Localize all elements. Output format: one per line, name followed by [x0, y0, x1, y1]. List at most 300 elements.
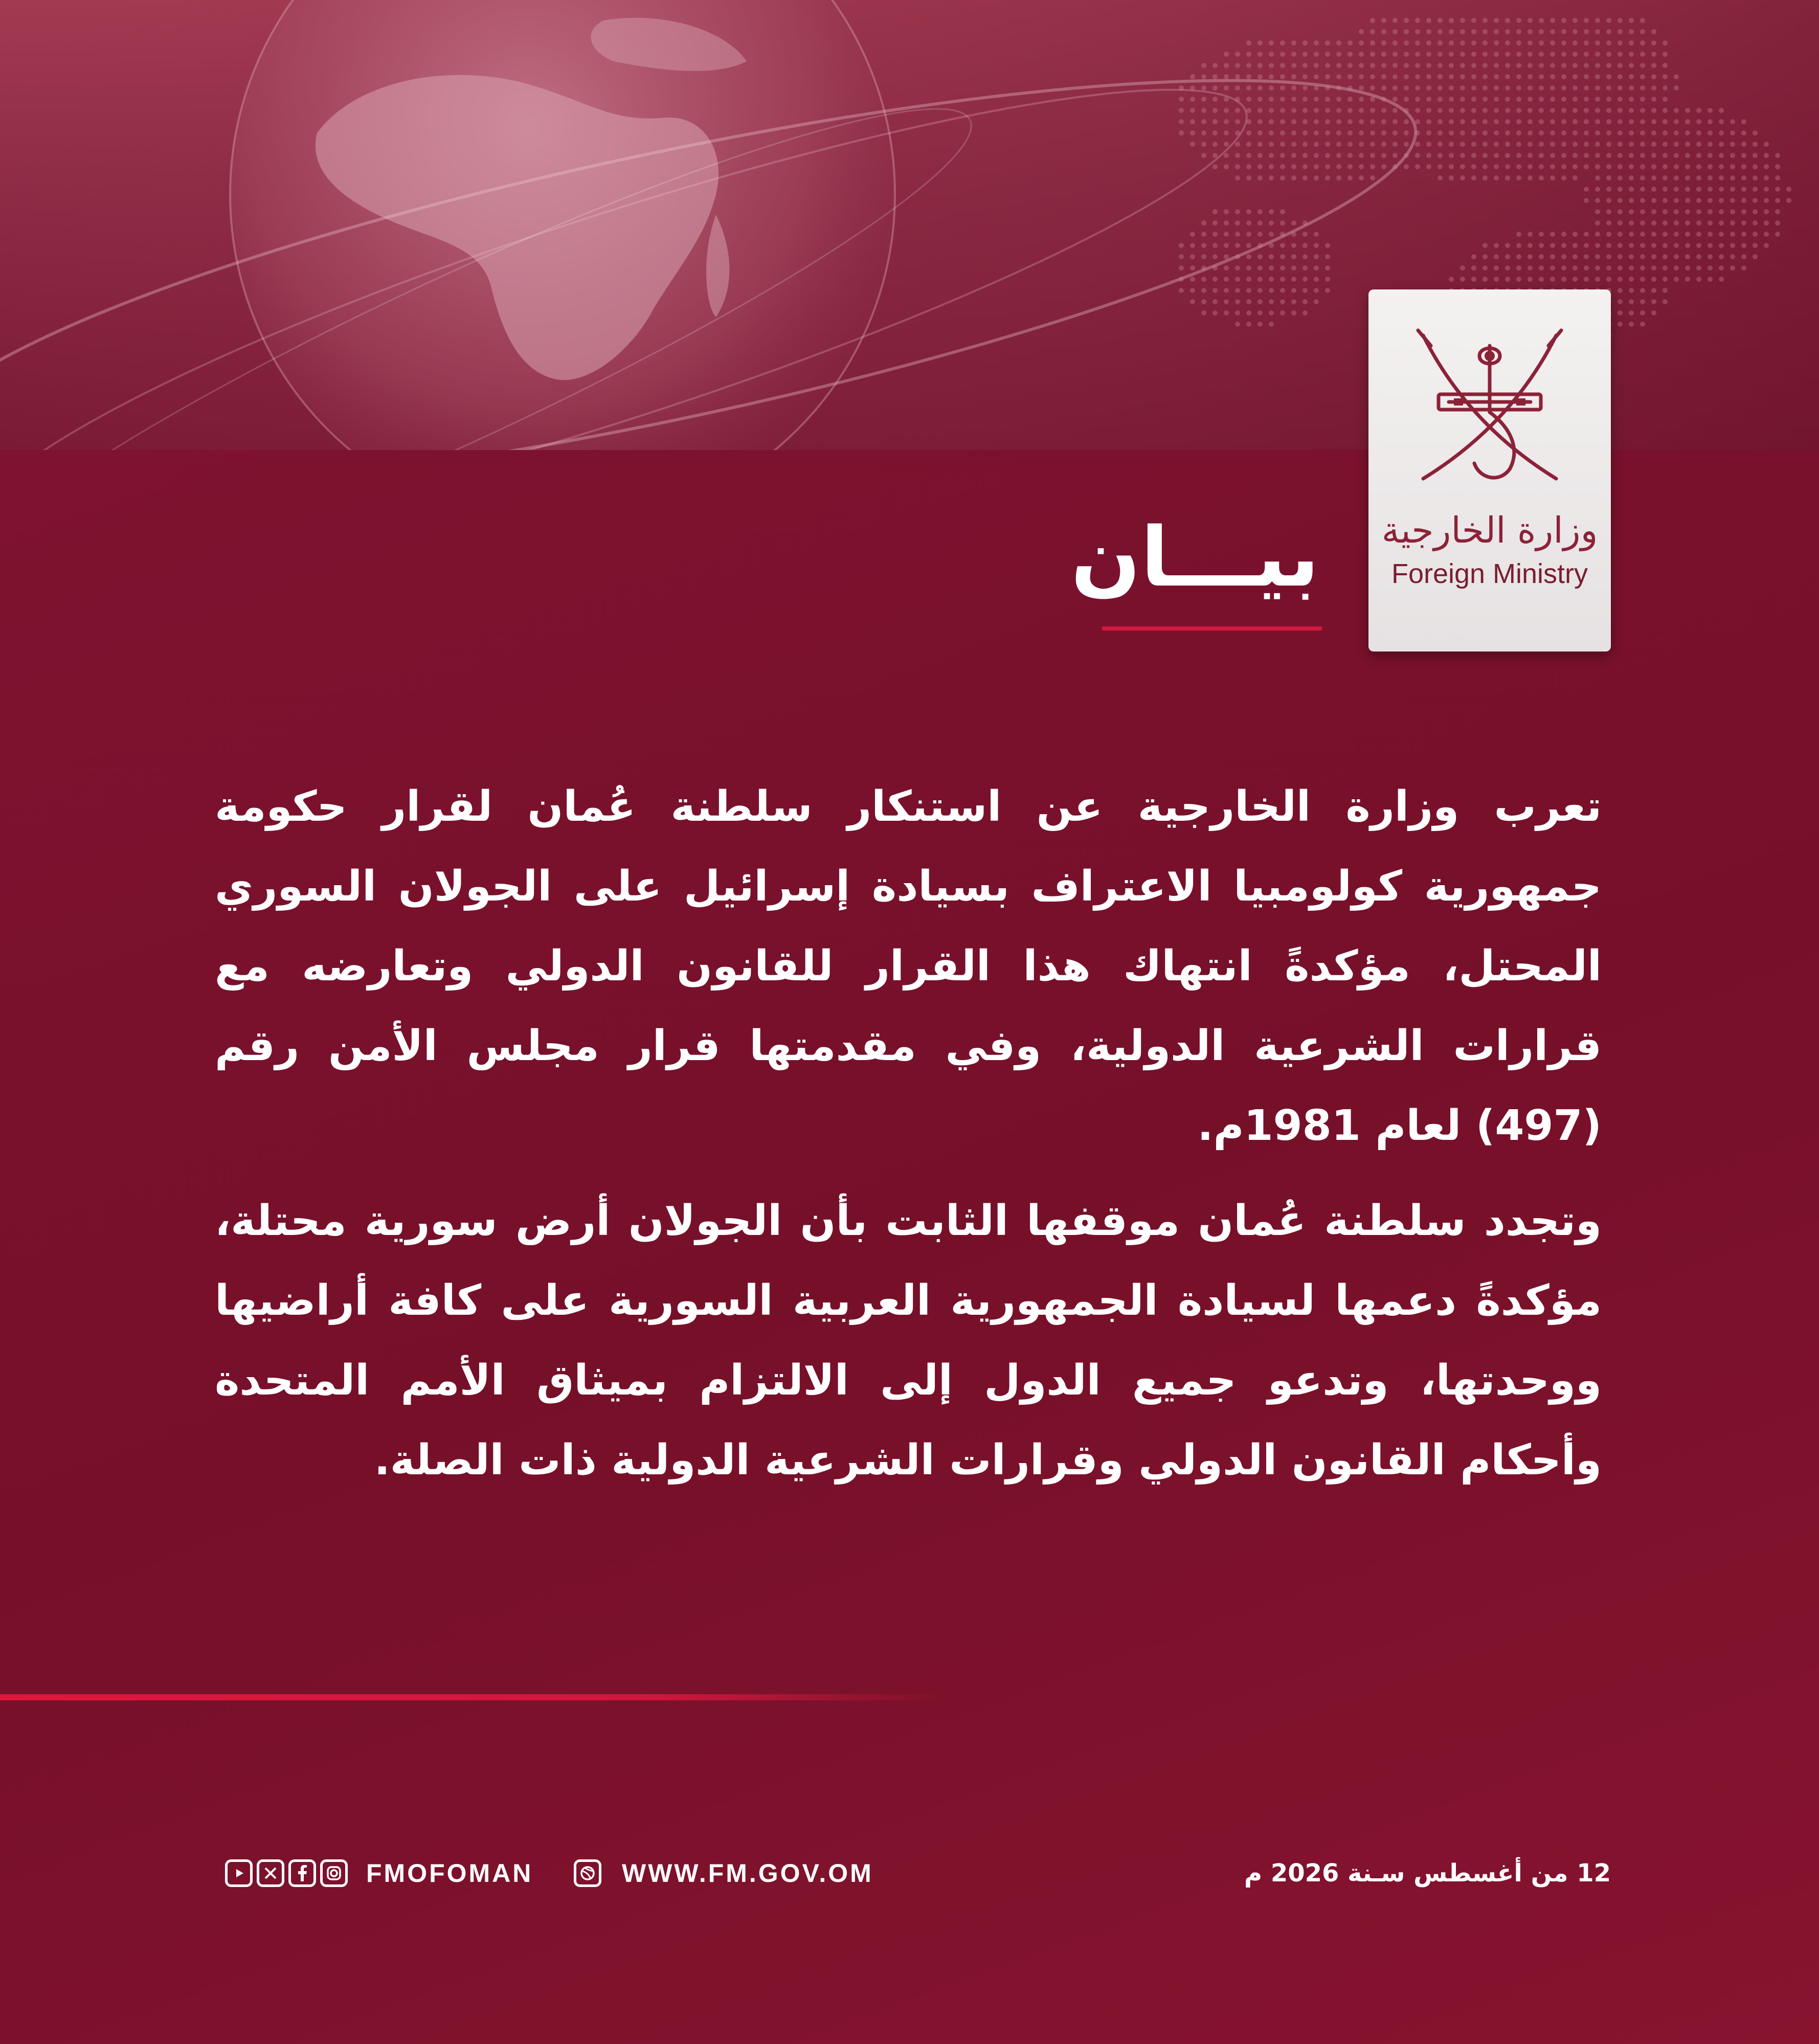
map-dot	[1449, 52, 1454, 57]
map-dot	[1741, 232, 1746, 237]
map-dot	[1505, 130, 1510, 136]
map-dot	[1291, 74, 1296, 79]
map-dot	[1190, 74, 1195, 79]
map-dot	[1246, 74, 1251, 79]
map-dot	[1291, 63, 1296, 68]
map-dot	[1640, 153, 1645, 158]
map-dot	[1269, 322, 1274, 327]
map-dot	[1618, 130, 1623, 136]
map-dot	[1314, 74, 1319, 79]
map-dot	[1269, 310, 1274, 316]
map-dot	[1460, 130, 1465, 136]
map-dot	[1393, 40, 1398, 46]
map-dot	[1201, 63, 1206, 68]
map-dot	[1640, 299, 1645, 304]
map-dot	[1325, 108, 1330, 113]
map-dot	[1426, 74, 1431, 79]
map-dot	[1516, 130, 1521, 136]
map-dot	[1314, 142, 1319, 147]
map-dot	[1741, 153, 1746, 158]
map-dot	[1584, 18, 1589, 23]
map-dot	[1393, 130, 1398, 136]
map-dot	[1291, 288, 1296, 293]
map-dot	[1618, 40, 1623, 46]
map-dot	[1584, 243, 1589, 248]
map-dot	[1415, 153, 1420, 158]
map-dot	[1381, 142, 1386, 147]
map-dot	[1449, 85, 1454, 91]
map-dot	[1573, 130, 1578, 136]
map-dot	[1460, 153, 1465, 158]
map-dot	[1730, 175, 1735, 181]
map-dot	[1528, 142, 1533, 147]
map-dot	[1280, 52, 1285, 57]
map-dot	[1212, 130, 1218, 136]
map-dot	[1651, 40, 1656, 46]
map-dot	[1269, 142, 1274, 147]
map-dot	[1212, 310, 1218, 316]
map-dot	[1291, 85, 1296, 91]
map-dot	[1674, 243, 1679, 248]
map-dot	[1573, 243, 1578, 248]
map-dot	[1325, 97, 1330, 102]
map-dot	[1753, 153, 1758, 158]
map-dot	[1246, 142, 1251, 147]
map-dot	[1483, 142, 1488, 147]
map-dot	[1651, 85, 1656, 91]
map-dot	[1550, 108, 1555, 113]
map-dot	[1584, 40, 1589, 46]
map-dot	[1696, 232, 1701, 237]
map-dot	[1663, 130, 1668, 136]
map-dot	[1629, 299, 1634, 304]
map-dot	[1640, 198, 1645, 203]
map-dot	[1438, 63, 1443, 68]
map-dot	[1348, 74, 1353, 79]
map-dot	[1516, 175, 1521, 181]
website-url[interactable]: WWW.FM.GOV.OM	[622, 1859, 873, 1888]
map-dot	[1325, 265, 1330, 271]
map-dot	[1516, 85, 1521, 91]
map-dot	[1460, 175, 1465, 181]
map-dot	[1438, 52, 1443, 57]
map-dot	[1730, 187, 1735, 192]
map-dot	[1426, 97, 1431, 102]
map-dot	[1224, 288, 1229, 293]
map-dot	[1708, 277, 1713, 282]
map-dot	[1483, 63, 1488, 68]
map-dot	[1730, 265, 1735, 271]
map-dot	[1550, 142, 1555, 147]
map-dot	[1336, 40, 1341, 46]
map-dot	[1753, 198, 1758, 203]
youtube-icon[interactable]	[225, 1859, 253, 1887]
map-dot	[1573, 63, 1578, 68]
map-dot	[1257, 288, 1263, 293]
map-dot	[1381, 40, 1386, 46]
map-dot	[1618, 97, 1623, 102]
map-dot	[1674, 119, 1679, 124]
map-dot	[1483, 52, 1488, 57]
map-dot	[1257, 74, 1263, 79]
map-dot	[1404, 130, 1409, 136]
map-dot	[1449, 29, 1454, 34]
map-dot	[1280, 232, 1285, 237]
map-dot	[1764, 232, 1769, 237]
map-dot	[1201, 265, 1206, 271]
map-dot	[1685, 243, 1690, 248]
map-dot	[1257, 243, 1263, 248]
map-dot	[1370, 164, 1375, 169]
map-dot	[1291, 310, 1296, 316]
map-dot	[1618, 322, 1623, 327]
map-dot	[1280, 142, 1285, 147]
map-dot	[1719, 254, 1724, 259]
map-dot	[1201, 243, 1206, 248]
map-dot	[1471, 40, 1476, 46]
map-dot	[1651, 288, 1656, 293]
map-dot	[1674, 220, 1679, 226]
map-dot	[1775, 153, 1780, 158]
map-dot	[1640, 40, 1645, 46]
map-dot	[1494, 74, 1499, 79]
map-dot	[1640, 288, 1645, 293]
map-dot	[1235, 142, 1240, 147]
map-dot	[1291, 130, 1296, 136]
map-dot	[1516, 232, 1521, 237]
map-dot	[1516, 97, 1521, 102]
map-dot	[1325, 164, 1330, 169]
map-dot	[1663, 209, 1668, 214]
map-dot	[1764, 209, 1769, 214]
map-dot	[1438, 74, 1443, 79]
map-dot	[1629, 310, 1634, 316]
map-dot	[1764, 142, 1769, 147]
ministry-name-english: Foreign Ministry	[1391, 558, 1588, 589]
map-dot	[1449, 175, 1454, 181]
map-dot	[1550, 277, 1555, 282]
map-dot	[1393, 85, 1398, 91]
map-dot	[1685, 254, 1690, 259]
map-dot	[1269, 299, 1274, 304]
map-dot	[1280, 310, 1285, 316]
statement-date: 12 من أغسطس سـنة 2026 م	[1244, 1859, 1611, 1888]
map-dot	[1753, 175, 1758, 181]
map-dot	[1280, 209, 1285, 214]
map-dot	[1618, 74, 1623, 79]
map-dot	[1303, 85, 1308, 91]
map-dot	[1190, 277, 1195, 282]
map-dot	[1370, 85, 1375, 91]
map-dot	[1516, 18, 1521, 23]
map-dot	[1741, 220, 1746, 226]
map-dot	[1674, 108, 1679, 113]
map-dot	[1314, 52, 1319, 57]
map-dot	[1179, 288, 1184, 293]
map-dot	[1483, 119, 1488, 124]
map-dot	[1280, 153, 1285, 158]
map-dot	[1494, 277, 1499, 282]
map-dot	[1764, 175, 1769, 181]
map-dot	[1426, 52, 1431, 57]
map-dot	[1246, 220, 1251, 226]
map-dot	[1753, 209, 1758, 214]
map-dot	[1528, 265, 1533, 271]
map-dot	[1663, 52, 1668, 57]
map-dot	[1629, 254, 1634, 259]
map-dot	[1505, 119, 1510, 124]
map-dot	[1179, 265, 1184, 271]
map-dot	[1764, 243, 1769, 248]
map-dot	[1370, 153, 1375, 158]
map-dot	[1224, 153, 1229, 158]
map-dot	[1257, 209, 1263, 214]
map-dot	[1291, 254, 1296, 259]
map-dot	[1303, 119, 1308, 124]
map-dot	[1471, 74, 1476, 79]
map-dot	[1381, 74, 1386, 79]
map-dot	[1257, 220, 1263, 226]
map-dot	[1528, 254, 1533, 259]
map-dot	[1606, 85, 1611, 91]
map-dot	[1381, 153, 1386, 158]
map-dot	[1539, 97, 1544, 102]
map-dot	[1584, 74, 1589, 79]
map-dot	[1303, 175, 1308, 181]
map-dot	[1269, 130, 1274, 136]
map-dot	[1325, 119, 1330, 124]
map-dot	[1212, 119, 1218, 124]
map-dot	[1550, 243, 1555, 248]
map-dot	[1595, 63, 1600, 68]
map-dot	[1629, 97, 1634, 102]
map-dot	[1190, 232, 1195, 237]
map-dot	[1618, 153, 1623, 158]
x-icon[interactable]	[257, 1859, 284, 1887]
map-dot	[1595, 209, 1600, 214]
map-dot	[1494, 40, 1499, 46]
map-dot	[1303, 74, 1308, 79]
map-dot	[1179, 97, 1184, 102]
map-dot	[1483, 265, 1488, 271]
map-dot	[1348, 142, 1353, 147]
map-dot	[1483, 97, 1488, 102]
map-dot	[1235, 108, 1240, 113]
map-dot	[1528, 74, 1533, 79]
map-dot	[1674, 142, 1679, 147]
map-dot	[1460, 119, 1465, 124]
map-dot	[1303, 40, 1308, 46]
map-dot	[1494, 108, 1499, 113]
map-dot	[1606, 108, 1611, 113]
map-dot	[1415, 97, 1420, 102]
map-dot	[1708, 243, 1713, 248]
map-dot	[1516, 164, 1521, 169]
map-dot	[1696, 119, 1701, 124]
instagram-icon[interactable]	[320, 1859, 348, 1887]
map-dot	[1573, 277, 1578, 282]
map-dot	[1685, 232, 1690, 237]
map-dot	[1539, 175, 1544, 181]
map-dot	[1393, 18, 1398, 23]
map-dot	[1179, 254, 1184, 259]
map-dot	[1685, 153, 1690, 158]
map-dot	[1685, 265, 1690, 271]
map-dot	[1606, 18, 1611, 23]
map-dot	[1471, 164, 1476, 169]
map-dot	[1257, 232, 1263, 237]
map-dot	[1235, 74, 1240, 79]
map-dot	[1494, 97, 1499, 102]
map-dot	[1201, 232, 1206, 237]
map-dot	[1573, 265, 1578, 271]
map-dot	[1483, 130, 1488, 136]
map-dot	[1449, 63, 1454, 68]
map-dot	[1381, 52, 1386, 57]
map-dot	[1629, 85, 1634, 91]
map-dot	[1561, 74, 1566, 79]
map-dot	[1573, 142, 1578, 147]
map-dot	[1629, 108, 1634, 113]
map-dot	[1708, 265, 1713, 271]
map-dot	[1674, 277, 1679, 282]
map-dot	[1696, 254, 1701, 259]
map-dot	[1640, 164, 1645, 169]
map-dot	[1246, 119, 1251, 124]
map-dot	[1505, 142, 1510, 147]
map-dot	[1212, 164, 1218, 169]
map-dot	[1741, 265, 1746, 271]
map-dot	[1359, 29, 1364, 34]
map-dot	[1764, 187, 1769, 192]
map-dot	[1404, 153, 1409, 158]
map-dot	[1314, 119, 1319, 124]
map-dot	[1483, 254, 1488, 259]
map-dot	[1201, 142, 1206, 147]
map-dot	[1280, 299, 1285, 304]
map-dot	[1539, 29, 1544, 34]
map-dot	[1528, 164, 1533, 169]
map-dot	[1561, 153, 1566, 158]
map-dot	[1303, 265, 1308, 271]
map-dot	[1246, 243, 1251, 248]
map-dot	[1415, 130, 1420, 136]
map-dot	[1505, 29, 1510, 34]
map-dot	[1303, 288, 1308, 293]
map-dot	[1280, 74, 1285, 79]
map-dot	[1550, 232, 1555, 237]
map-dot	[1235, 63, 1240, 68]
map-dot	[1179, 277, 1184, 282]
map-dot	[1336, 142, 1341, 147]
map-dot	[1269, 119, 1274, 124]
map-dot	[1719, 175, 1724, 181]
map-dot	[1685, 175, 1690, 181]
map-dot	[1314, 175, 1319, 181]
map-dot	[1201, 220, 1206, 226]
map-dot	[1201, 310, 1206, 316]
map-dot	[1640, 29, 1645, 34]
map-dot	[1606, 209, 1611, 214]
map-dot	[1471, 52, 1476, 57]
map-dot	[1325, 288, 1330, 293]
facebook-icon[interactable]	[288, 1859, 316, 1887]
map-dot	[1314, 40, 1319, 46]
map-dot	[1179, 85, 1184, 91]
map-dot	[1663, 153, 1668, 158]
map-dot	[1393, 63, 1398, 68]
map-dot	[1561, 254, 1566, 259]
map-dot	[1370, 40, 1375, 46]
map-dot	[1449, 18, 1454, 23]
map-dot	[1257, 164, 1263, 169]
map-dot	[1325, 277, 1330, 282]
map-dot	[1606, 220, 1611, 226]
map-dot	[1201, 130, 1206, 136]
map-dot	[1269, 232, 1274, 237]
map-dot	[1696, 142, 1701, 147]
map-dot	[1483, 277, 1488, 282]
map-dot	[1280, 243, 1285, 248]
map-dot	[1516, 119, 1521, 124]
map-dot	[1325, 254, 1330, 259]
map-dot	[1539, 119, 1544, 124]
map-dot	[1640, 52, 1645, 57]
map-dot	[1359, 108, 1364, 113]
map-dot	[1280, 85, 1285, 91]
map-dot	[1640, 209, 1645, 214]
map-dot	[1651, 254, 1656, 259]
map-dot	[1235, 97, 1240, 102]
map-dot	[1606, 142, 1611, 147]
map-dot	[1764, 220, 1769, 226]
map-dot	[1224, 142, 1229, 147]
map-dot	[1381, 97, 1386, 102]
map-dot	[1212, 254, 1218, 259]
map-dot	[1708, 153, 1713, 158]
map-dot	[1190, 119, 1195, 124]
map-dot	[1381, 18, 1386, 23]
map-dot	[1730, 198, 1735, 203]
map-dot	[1550, 18, 1555, 23]
map-dot	[1719, 187, 1724, 192]
map-dot	[1393, 97, 1398, 102]
map-dot	[1269, 74, 1274, 79]
map-dot	[1201, 288, 1206, 293]
map-dot	[1651, 175, 1656, 181]
map-dot	[1494, 63, 1499, 68]
map-dot	[1663, 164, 1668, 169]
map-dot	[1303, 130, 1308, 136]
map-dot	[1539, 142, 1544, 147]
map-dot	[1212, 97, 1218, 102]
map-dot	[1393, 142, 1398, 147]
map-dot	[1629, 187, 1634, 192]
map-dot	[1573, 29, 1578, 34]
map-dot	[1528, 232, 1533, 237]
map-dot	[1561, 29, 1566, 34]
map-dot	[1640, 63, 1645, 68]
social-handle[interactable]: FMOFOMAN	[366, 1859, 533, 1888]
map-dot	[1212, 153, 1218, 158]
map-dot	[1618, 277, 1623, 282]
map-dot	[1741, 119, 1746, 124]
map-dot	[1381, 130, 1386, 136]
map-dot	[1505, 108, 1510, 113]
map-dot	[1516, 153, 1521, 158]
map-dot	[1685, 142, 1690, 147]
map-dot	[1201, 299, 1206, 304]
